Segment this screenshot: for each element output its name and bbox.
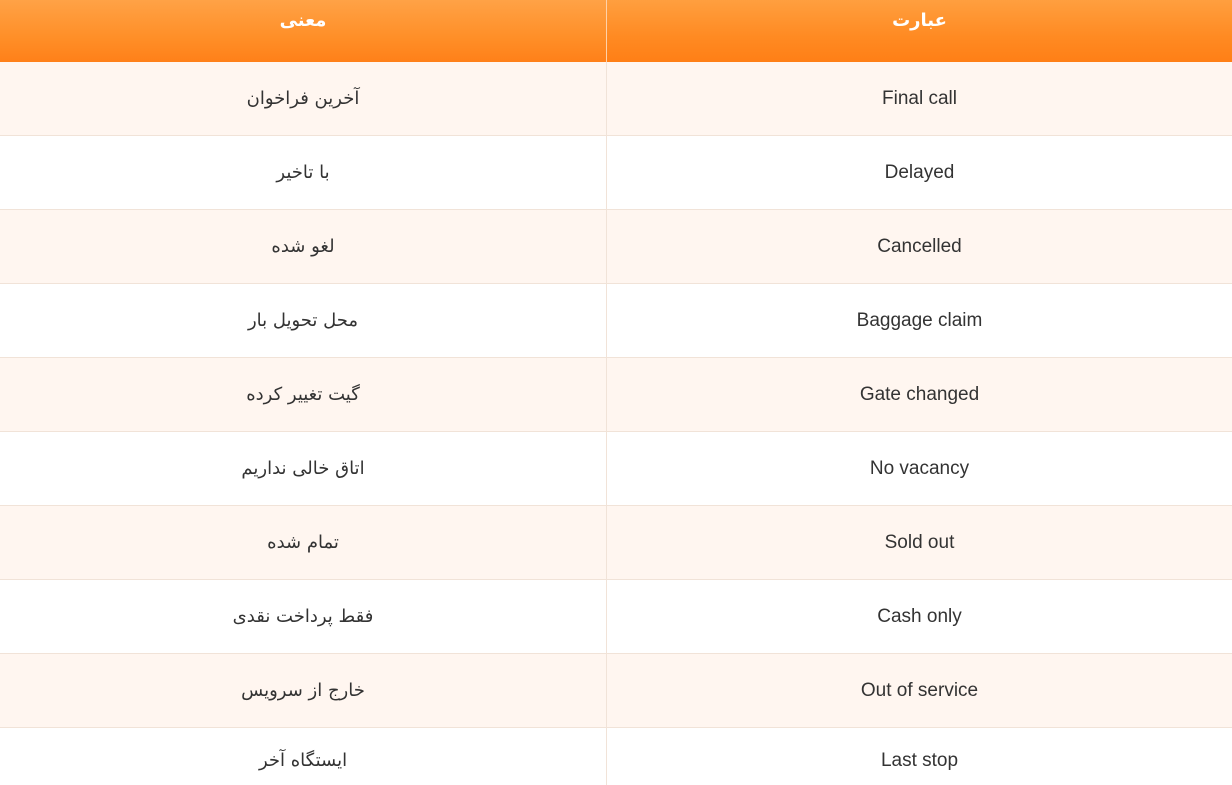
header-meaning: معنی xyxy=(0,0,606,62)
term-cell: Out of service xyxy=(606,654,1232,727)
term-cell: Gate changed xyxy=(606,358,1232,431)
meaning-cell: تمام شده xyxy=(267,532,339,553)
table-row xyxy=(0,358,1232,432)
meaning-cell: با تاخیر xyxy=(276,162,330,183)
meaning-cell: ایستگاه آخر xyxy=(258,750,348,771)
term-cell: Sold out xyxy=(606,506,1232,579)
table-row xyxy=(0,62,1232,136)
term-cell: No vacancy xyxy=(606,432,1232,505)
term-cell: Cash only xyxy=(606,580,1232,653)
term-cell: Final call xyxy=(606,62,1232,135)
table-row xyxy=(0,432,1232,506)
table-row xyxy=(0,728,1232,785)
table-row xyxy=(0,654,1232,728)
meaning-cell: گیت تغییر کرده xyxy=(246,384,360,405)
meaning-cell: محل تحویل بار xyxy=(247,310,359,331)
table-row xyxy=(0,580,1232,654)
table-row xyxy=(0,284,1232,358)
meaning-cell: فقط پرداخت نقدی xyxy=(232,606,374,627)
table-row xyxy=(0,136,1232,210)
meaning-cell: آخرین فراخوان xyxy=(246,88,360,109)
term-cell: Delayed xyxy=(606,136,1232,209)
meaning-cell: لغو شده xyxy=(271,236,335,257)
term-cell: Baggage claim xyxy=(606,284,1232,357)
meaning-cell: اتاق خالی نداریم xyxy=(241,458,365,479)
table-row xyxy=(0,506,1232,580)
term-cell: Last stop xyxy=(606,728,1232,785)
table-row xyxy=(0,210,1232,284)
meaning-cell: خارج از سرویس xyxy=(241,680,365,701)
header-term: عبارت xyxy=(606,0,1232,62)
table-header xyxy=(0,0,1232,62)
term-cell: Cancelled xyxy=(606,210,1232,283)
